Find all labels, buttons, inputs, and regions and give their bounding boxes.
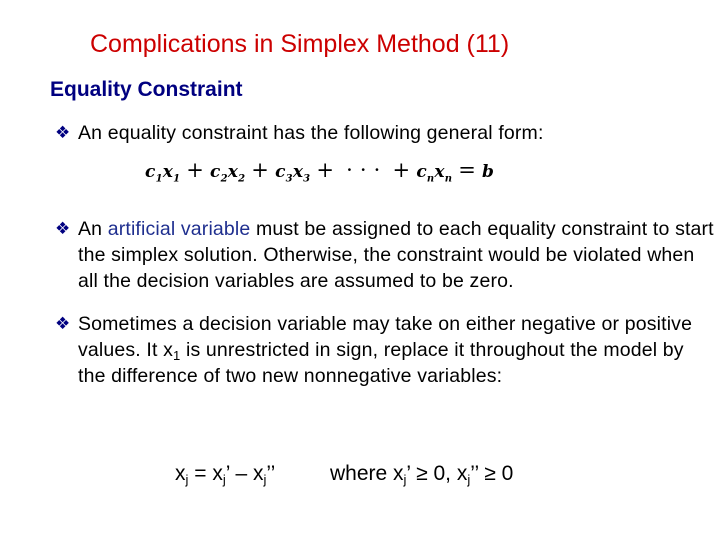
bullet-2 [55,216,715,294]
equals-sign: = [458,158,476,182]
plus-sign: + [251,158,270,182]
term-3: $c_3x_3$ [275,162,311,185]
plus-sign: + [186,158,205,182]
nonnegativity-condition: where $x_j$’ ≥ 0, $x_j$’’ ≥ 0 [330,462,514,487]
slide-title: Complications in Simplex Method (11) [90,30,510,58]
plus-sign: + [392,158,411,182]
term-1: $c_1x_1$ [145,162,181,185]
diamond-bullet-icon: ❖ [55,314,71,333]
bullet-1-text: An equality constraint has the following general form: [78,122,544,144]
bullet-3 [55,311,715,389]
diamond-bullet-icon: ❖ [55,123,71,142]
plus-sign: + [316,158,335,182]
term-n: $c_nx_n$ [416,162,453,185]
section-heading: Equality Constraint [50,78,243,101]
term-2: $c_2x_2$ [210,162,246,185]
substitution-equation: $x_j = x_j$’ – $x_j$’’ [175,462,276,487]
bullet-1 [55,120,715,146]
diamond-bullet-icon: ❖ [55,219,71,238]
ellipsis: · · · [346,158,381,182]
general-form-equation [145,158,494,184]
rhs: b [482,162,495,182]
artificial-variable-term: artificial variable [107,218,251,240]
bullet-2-text: An artificial variable must be assigned to each equality constraint to start the simplex solution. Otherwise, the constraint would be violated when all the decision variables are assumed to be zero. [78,218,714,292]
bullet-3-text: Sometimes a decision variable may take on either negative or positive values. It $x_1$ is unrestricted in sign, replace it throughout the model by the difference of two new nonnegative variables: [78,313,693,387]
